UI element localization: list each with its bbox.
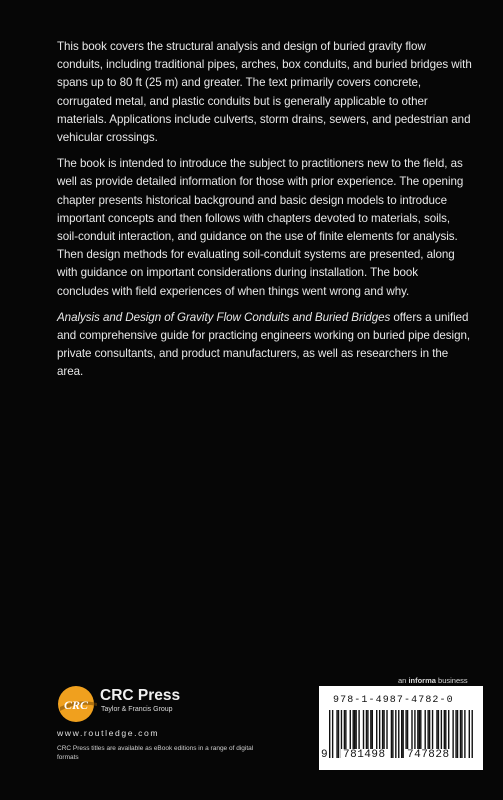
crc-logo-text: CRC <box>63 698 89 712</box>
isbn-number: 978-1-4987-4782-0 <box>333 695 454 706</box>
crc-press-logo <box>57 683 99 725</box>
blurb-paragraph-2: The book is intended to introduce the subject to practitioners new to the field, as well as provide detailed information for those with prior experience. The opening chapter presents historical background and basic design models to introduce important concepts and then follows with chapters devoted to materials, soils, soil-conduit interaction, and guidance on the use of finite elements for analysis. Then design methods for evaluating soil-conduit systems are presented, along with guidance on important considerations during installation. The book concludes with field experiences of when things went wrong and why. <box>57 157 464 298</box>
barcode-first-digit: 9 <box>321 749 328 761</box>
barcode-right-digits: 747828 <box>407 749 450 761</box>
informa-brand: informa <box>408 676 436 685</box>
book-title-italic: Analysis and Design of Gravity Flow Conduits and Buried Bridges <box>57 310 391 324</box>
publisher-name: CRC Press <box>100 687 181 704</box>
publisher-url: www.routledge.com <box>57 728 160 738</box>
blurb-paragraph-3 <box>57 309 472 382</box>
back-cover-blurb <box>57 38 472 390</box>
informa-suffix: business <box>435 676 468 685</box>
ebook-availability-note: CRC Press titles are available as eBook editions in a range of digital formats <box>57 745 254 761</box>
isbn-barcode <box>319 686 483 770</box>
blurb-paragraph-1: This book covers the structural analysis and design of buried gravity flow conduits, including traditional pipes, arches, box conduits, and buried bridges with spans up to 80 ft (25 m) and greater. The text primarily covers concrete, corrugated metal, and plastic conduits but is generally applicable to other materials. Applications include culverts, storm drains, sewers, and pedestrian and vehicular crossings. <box>57 40 472 145</box>
publisher-group: Taylor & Francis Group <box>101 706 173 713</box>
blurb-paragraph-3-text: offers a unified and comprehensive guide for practicing engineers working on buried pipe design, private consultants, and product manufacturers, as well as researchers in the area. <box>57 310 471 379</box>
informa-prefix: an <box>398 676 409 685</box>
barcode-left-digits: 781498 <box>343 749 386 761</box>
informa-business-tagline <box>398 676 468 685</box>
